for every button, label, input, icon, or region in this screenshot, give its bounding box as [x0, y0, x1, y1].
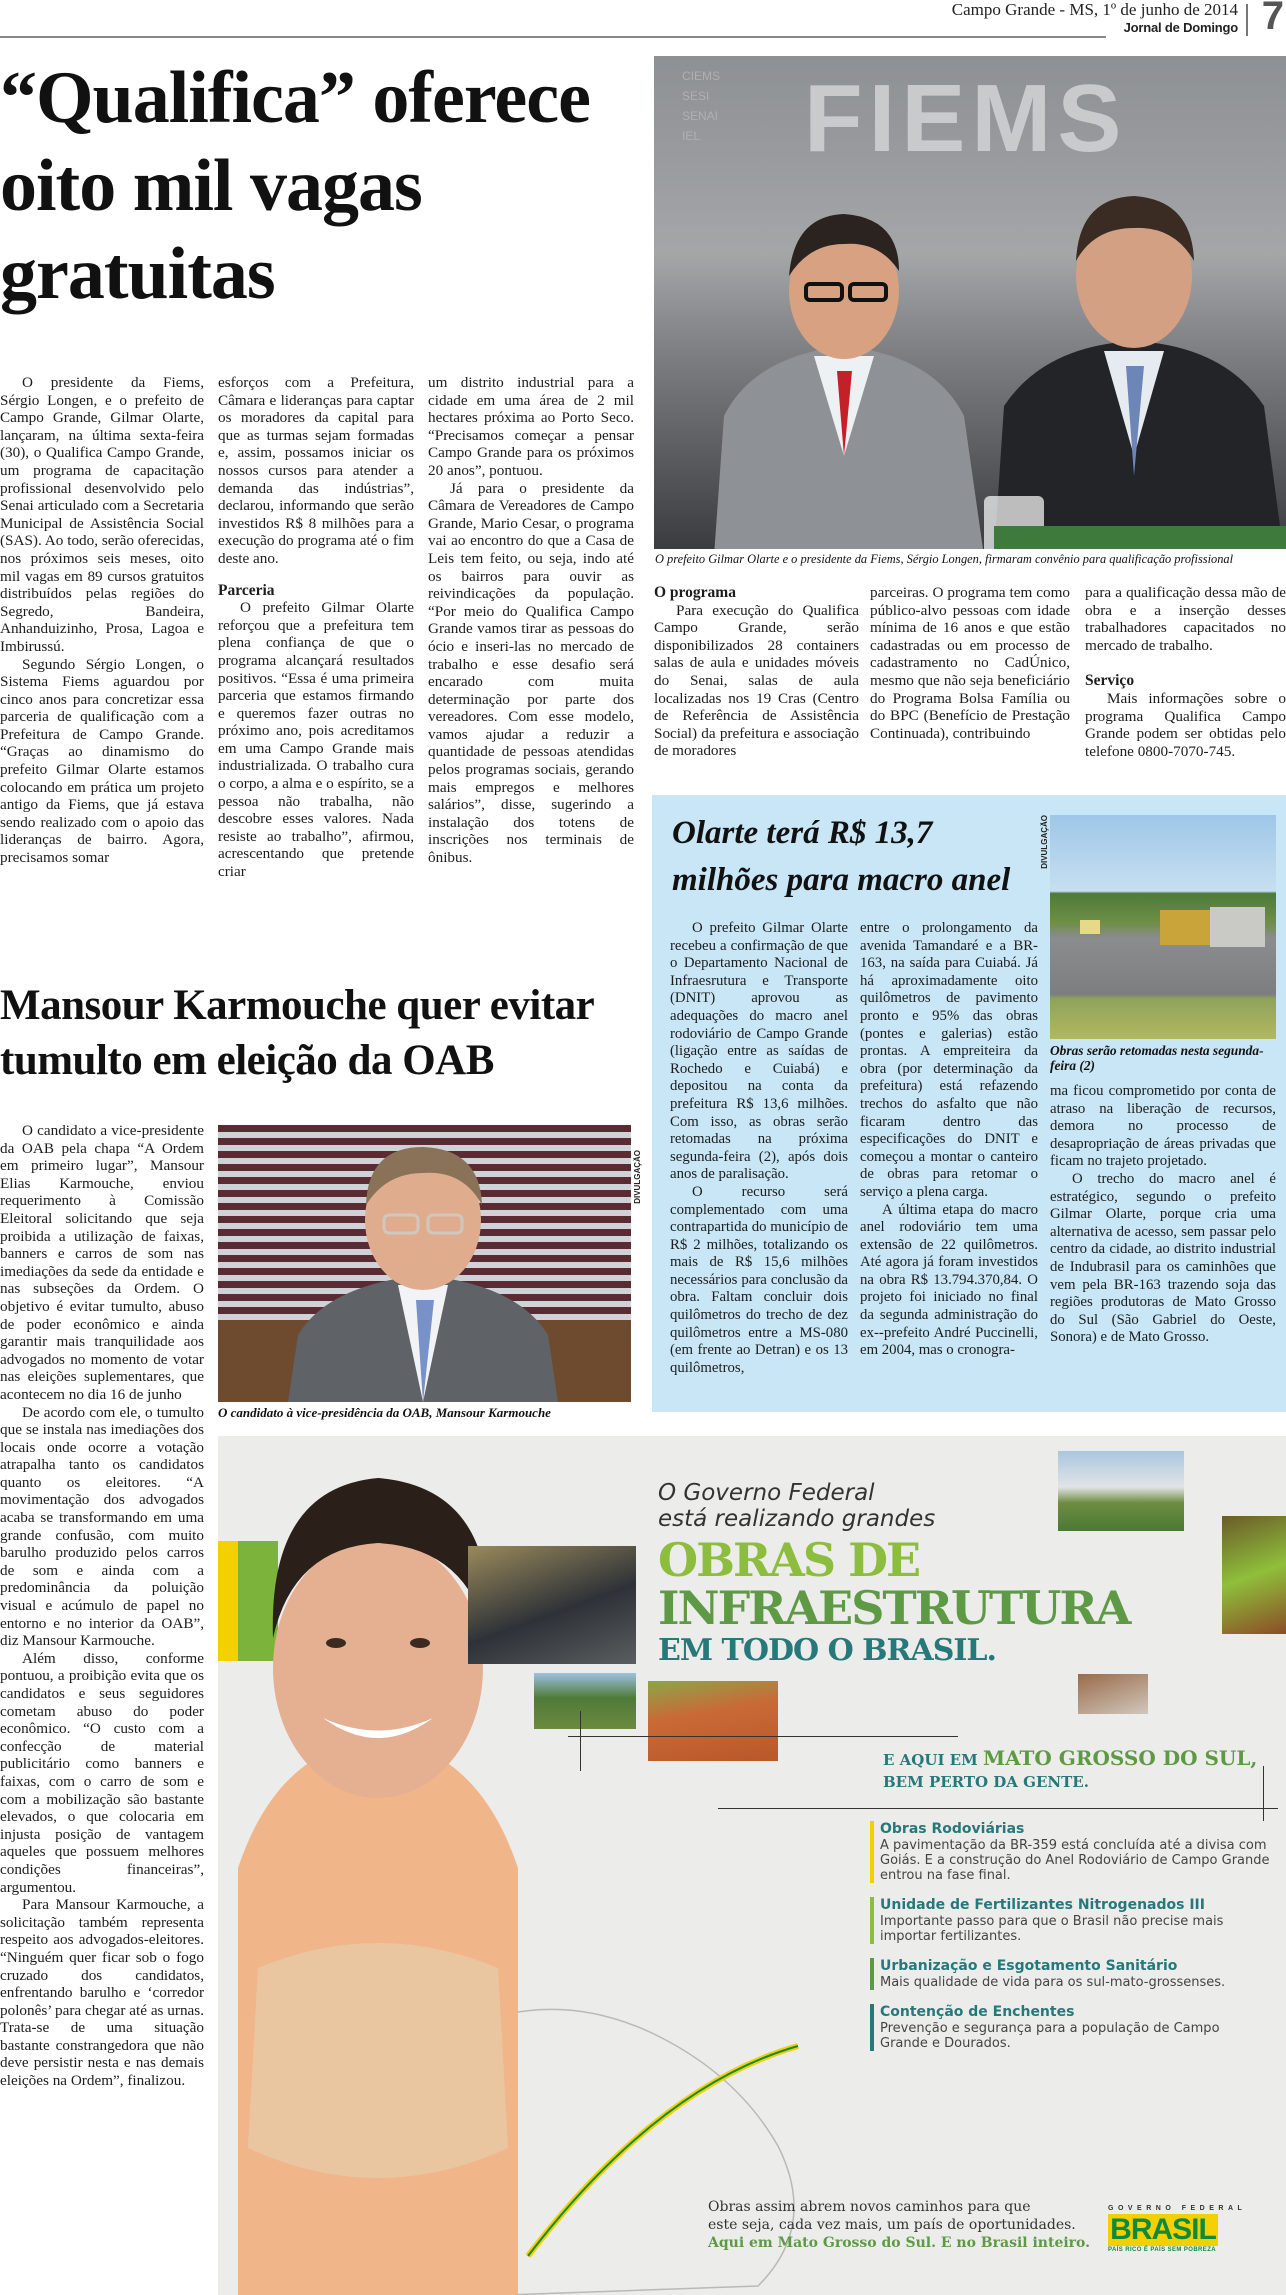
governo-federal-logo: GOVERNO FEDERAL BRASIL PAÍS RICO É PAÍS SEM POBREZA — [1108, 2205, 1247, 2253]
paragraph: O prefeito Gilmar Olarte recebeu a confirmação de que o Departamento Nacional de Infraesrutura e Transporte (DNIT) aprovou as adequações do macro anel rodoviário de Campo Grande (ligação entre as saídas de Rochedo e Cuiabá) e depositou na conta da prefeitura R$ 13,6 milhões. Com isso, as obras serão retomadas na próxima segunda-feira (2), após dois anos de paralisação. — [670, 920, 848, 1183]
fiems-sub-logos: CIEMS SESI SENAI IEL — [682, 69, 721, 143]
truck — [1210, 907, 1265, 947]
paragraph: A última etapa do macro anel rodoviário tem uma extensão de 22 quilômetros. Até agora já foram investidos na obra R$ 13.794.370,84. O projeto foi iniciado no final da segunda administração do ex--prefeito André Puccinelli, em 2004, mas o cronogra- — [860, 1201, 1038, 1359]
article-macro-anel-col1 — [670, 920, 848, 1377]
ad-intro: O Governo Federal está realizando grandes — [658, 1480, 936, 1532]
thumb-bobcat — [1222, 1516, 1286, 1634]
ad-title-infraestrutura: INFRAESTRUTURA — [658, 1581, 1130, 1635]
thumb-stadium — [1058, 1451, 1184, 1531]
subhead-servico: Serviço — [1085, 672, 1135, 690]
photo-fiems-signing — [654, 56, 1286, 549]
thumb-highway-aerial — [534, 1673, 636, 1729]
paragraph: Para Mansour Karmouche, a solicitação também representa respeito aos advogados-eleitores. “Ninguém quer ficar sob o fogo cruzado dos candidatos, enfrentando barulho e ‘corredor polonês’ para chegar até as urnas. Trata-se de uma situação bastante constrangedora que não deve persistir nesta e nas demais eleições na Ordem”, finalizou. — [0, 1896, 204, 2090]
article-qualifica-col3 — [428, 374, 634, 867]
dateline: Campo Grande - MS, 1º de junho de 2014 — [951, 0, 1238, 19]
ad-ms-line1: E AQUI EM MATO GROSSO DO SUL, — [883, 1746, 1258, 1770]
article-oab-headline: Mansour Karmouche quer evitar tumulto em eleição da OAB — [0, 982, 594, 1084]
paragraph: O recurso será complementado com uma contrapartida do município de R$ 2 milhões, totalizando os mais de R$ 15,6 milhões necessários para conclusão da obra. Faltam concluir dois quilômetros do trecho de dez quilômetros entre a MS-080 (em frente ao Detran) e os 13 quilômetros, — [670, 1183, 848, 1376]
green-folder — [994, 526, 1286, 549]
paragraph: para a qualificação dessa mão de obra e a inserção desses trabalhadores capacitados no mercado de trabalho. — [1085, 584, 1286, 654]
article-macro-anel-col2 — [860, 920, 1038, 1360]
person-longen — [984, 176, 1284, 549]
article-oab-body — [0, 1122, 204, 2090]
person-olarte — [694, 196, 994, 549]
ad-items-list — [870, 1821, 1270, 2065]
photo-caption-mansour: O candidato à vice-presidência da OAB, Mansour Karmouche — [218, 1405, 551, 1420]
yellow-strip — [218, 1541, 238, 1661]
ad-item-obras-rodoviarias: Obras Rodoviárias A pavimentação da BR-359 está concluída até a divisa com Goiás. E a construção do Anel Rodoviário de Campo Grande entrou na fase final. — [870, 1821, 1270, 1883]
paragraph: Já para o presidente da Câmara de Vereadores de Campo Grande, Mario Cesar, o programa vai ao encontro do que a Casa de Leis tem feito, ou seja, indo até os bairros para ouvir as reivindicações da população. “Por meio do Qualifica Campo Grande vamos tirar as pessoas do ócio e inseri-las no mercado de trabalho e esse desafio será encarado com muita determinação por parte dos vereadores. Com esse modelo, vamos ajudar a reduzir a quantidade de pessoas atendidas pelos programas sociais, gerando mais empregos e melhores salários”, disse, sugerindo a instalação dos totens de inscrições nos terminais de ônibus. — [428, 479, 634, 867]
paragraph: De acordo com ele, o tumulto que se instala nas imediações dos locais onde ocorre a votação atrapalha tanto os candidatos quanto os eleitores. “A movimentação dos advogados acaba se transformando em uma grande confusão, com muito barulho produzido pelos carros de som e ainda com a predominância da poluição visual e acúmulo de papel no entorno e no interior da OAB”, diz Mansour Karmouche. — [0, 1403, 204, 1650]
ad-title-brasil: EM TODO O BRASIL. — [658, 1633, 996, 1668]
paragraph: entre o prolongamento da avenida Tamandaré e a BR-163, na saída para Cuiabá. Já há aproximadamente oito quilômetros de pavimento pronto e 95% das obras (pontes e galerias) estão prontas. A empreiteira da obra (por determinação da prefeitura) está refazendo trechos do asfalto que não ficaram dentro das especificações do DNIT e começou a montar o canteiro de obras para retomar o serviço a plena carga. — [860, 920, 1038, 1200]
thumb-road-paving — [468, 1546, 636, 1664]
ad-ms-line2: BEM PERTO DA GENTE. — [883, 1773, 1089, 1791]
page-number: 7 — [1261, 0, 1284, 38]
article-qualifica-col1 — [0, 374, 204, 867]
article-qualifica-programa-col1 — [654, 584, 859, 760]
article-qualifica-programa-col3 — [1085, 584, 1286, 760]
thumb-workers — [1078, 1674, 1148, 1714]
paragraph: parceiras. O programa tem como público-alvo pessoas com idade mínima de 16 anos e que estão cadastradas ou em processo de cadastramento no CadÚnico, mesmo que não seja beneficiário do Programa Bolsa Família ou do BPC (Benefício de Prestação Continuada), contribuindo — [870, 584, 1070, 742]
paragraph: Segundo Sérgio Longen, o Sistema Fiems aguardou por cinco anos para concretizar essa parceria de qualificação com a Prefeitura de Campo Grande. “Graças ao dinamismo do prefeito Gilmar Olarte estamos colocando em prática um projeto antigo da Fiems, que já estava sendo realizado com o apoio das lideranças de bairro. Agora, precisamos somar — [0, 655, 204, 867]
paragraph: O presidente da Fiems, Sérgio Longen, e o prefeito de Campo Grande, Gilmar Olarte, lançaram, na última sexta-feira (30), o Qualifica Campo Grande, um programa de capacitação profissional desenvolvido pelo Senai articulado com a Secretaria Municipal de Assistência Social (SAS). Ao todo, serão oferecidas, nos próximos seis meses, oito mil vagas em 89 cursos gratuitos distribuídos pelas regiões do Segredo, Bandeira, Anhanduizinho, Prosa, Lagoa e Imbirussú. — [0, 374, 204, 655]
rule — [568, 1736, 958, 1737]
ad-item-urbanizacao: Urbanização e Esgotamento Sanitário Mais qualidade de vida para os sul-mato-grossenses. — [870, 1958, 1270, 1990]
paragraph: O candidato a vice-presidente da OAB pela chapa “A Ordem em primeiro lugar”, Mansour Elias Karmouche, enviou requerimento à Comissão Eleitoral solicitando que seja proibida a utilização de faixas, banners e carros de som nas imediações da sede da entidade e nas subseções da Ordem. O objetivo é evitar tumulto, abuso de poder econômico e ainda garantir mais tranquilidade aos advogados no momento de votar nas eleições suplementares, que acontecem no dia 16 de junho — [0, 1122, 204, 1403]
header-separator — [1246, 4, 1248, 36]
article-macro-anel-headline: Olarte terá R$ 13,7 milhões para macro anel — [672, 815, 1011, 898]
subhead-parceria: Parceria — [218, 581, 275, 599]
thumb-factory-construction — [648, 1681, 778, 1761]
paragraph: Mais informações sobre o programa Qualifica Campo Grande podem ser obtidas pelo telefone 0800-7070-745. — [1085, 689, 1286, 760]
article-qualifica-col2 — [218, 374, 414, 881]
article-qualifica-programa-col2 — [870, 584, 1070, 742]
photo-road-works — [1050, 815, 1276, 1039]
article-macro-anel-col3 — [1050, 1083, 1276, 1347]
rule — [580, 1711, 581, 1771]
paper-name: Jornal de Domingo — [1123, 20, 1238, 35]
paragraph: Para execução do Qualifica Campo Grande, serão disponibilizados 28 containers salas de aula e unidades móveis do Senai, salas de aula localizadas nos 19 Cras (Centro de Referência de Assistência Social) da prefeitura e associação de moradores — [654, 601, 859, 760]
paragraph: Além disso, conforme pontuou, a proibição evita que os candidatos e seus seguidores cometam abuso do poder econômico. “O custo com a confecção de material publicitário como banners e faixas, com o carro de som e com a mobilização são bastante elevados, o que colocaria em injusta posição de vantagem aqueles que possuem melhores condições financeiras”, argumentou. — [0, 1649, 204, 1896]
article-qualifica-headline: “Qualifica” oferece oito mil vagas gratuitas — [0, 57, 590, 315]
paragraph: O trecho do macro anel é estratégico, segundo o prefeito Gilmar Olarte, porque cria uma alternativa de acesso, sem passar pelo centro da cidade, ao distrito industrial de Indubrasil para os caminhões que vem pela BR-163 trazendo soja das regiões produtoras de Mato Grosso do Sul (São Gabriel do Oeste, Sonora) e de Mato Grosso. — [1050, 1170, 1276, 1346]
photo-credit: DIVULGAÇÃO — [633, 1150, 642, 1204]
rule — [718, 1808, 1278, 1809]
photo-caption-fiems: O prefeito Gilmar Olarte e o presidente da Fiems, Sérgio Longen, firmaram convênio para qualificação profissional — [655, 552, 1234, 566]
advertisement-governo-federal — [218, 1436, 1286, 2295]
paragraph: um distrito industrial para a cidade em uma área de 2 mil hectares próxima ao Porto Seco. “Precisamos começar a pensar Campo Grande para os próximos 20 anos”, pontuou. — [428, 374, 634, 479]
ad-title-obras: OBRAS DE — [658, 1533, 920, 1587]
header-rule — [0, 36, 1106, 38]
rule — [1263, 1766, 1264, 1821]
paragraph: esforços com a Prefeitura, Câmara e lideranças para captar os moradores da capital para que as turmas sejam formadas e, assim, possamos iniciar os nossos cursos para atender a demanda das indústrias”, declarou, informando que serão investidos R$ 8 milhões para a execução do programa até o fim deste ano. — [218, 374, 414, 567]
subhead-programa: O programa — [654, 584, 736, 601]
ad-item-fertilizantes: Unidade de Fertilizantes Nitrogenados III Importante passo para que o Brasil não precise mais importar fertilizantes. — [870, 1897, 1270, 1944]
photo-mansour-karmouche — [218, 1125, 631, 1402]
ad-ms-headline — [883, 1746, 1257, 1792]
paragraph: ma ficou comprometido por conta de atraso na liberação de recursos, demora no processo de desapropriação de áreas privadas que ficam no trajeto projetado. — [1050, 1083, 1276, 1170]
car — [1080, 920, 1100, 934]
ad-footer-text: Obras assim abrem novos caminhos para que este seja, cada vez mais, um país de oportunidades. Aqui em Mato Grosso do Sul. E no Brasil inteiro. — [708, 2199, 1091, 2251]
grader-machine — [1160, 910, 1210, 945]
macro-anel-right-column — [1050, 815, 1276, 1347]
ad-item-enchentes: Contenção de Enchentes Prevenção e segurança para a população de Campo Grande e Dourados. — [870, 2004, 1270, 2051]
person-mansour — [288, 1135, 558, 1402]
paragraph: O prefeito Gilmar Olarte reforçou que a prefeitura tem plena confiança de que o programa alcançará resultados positivos. “Essa é uma primeira parceria que estamos firmando e queremos fazer outras no próximo ano, pois acreditamos em uma Campo Grande mais industrializada. O trabalho cura o corpo, a alma e o espírito, se a pessoa não trabalha, não descobre esses valores. Nada resiste ao trabalho”, afirmou, acrescentando que pretende criar — [218, 599, 414, 881]
fiems-logo: FIEMS — [804, 65, 1128, 172]
photo-caption-road: Obras serão retomadas nesta segunda-feira (2) — [1050, 1043, 1264, 1073]
photo-credit: DIVULGAÇÃO — [1040, 815, 1049, 869]
